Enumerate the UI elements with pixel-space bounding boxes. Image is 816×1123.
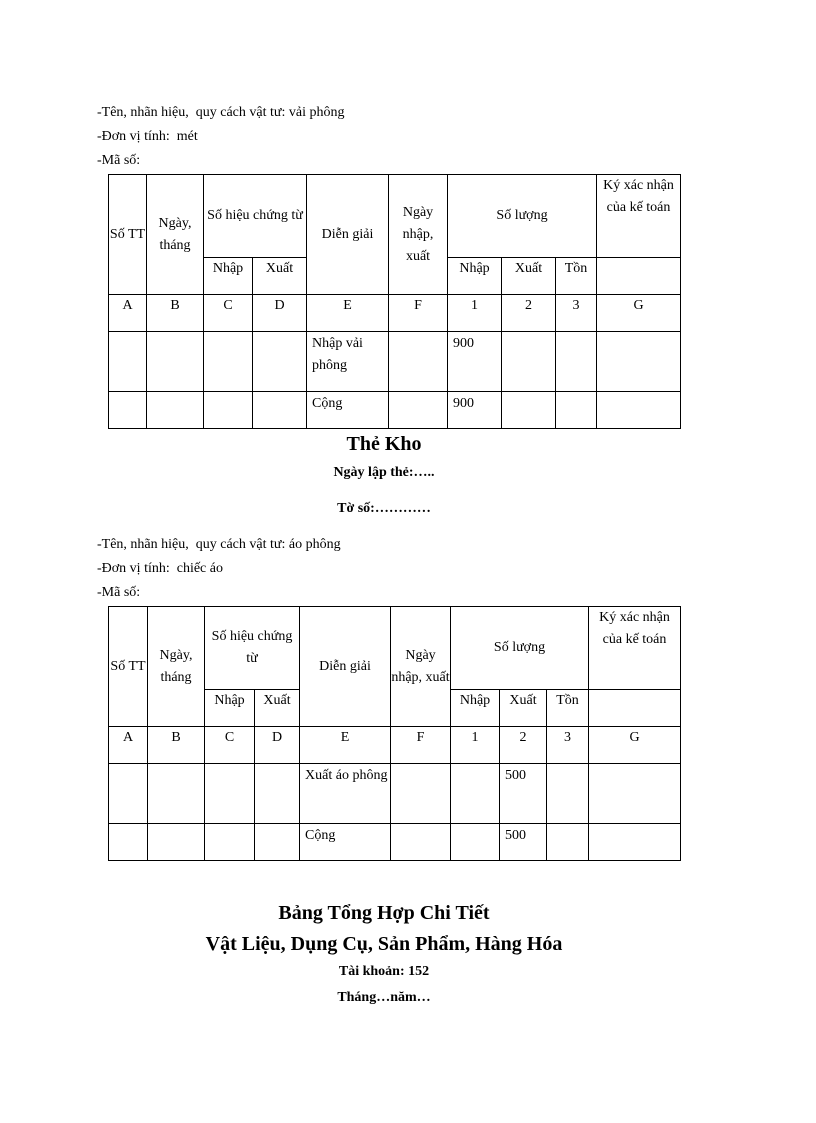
header-nhap-chung-tu: Nhập [204, 258, 253, 295]
letter-cell: 1 [451, 727, 500, 764]
header-empty-cell [597, 258, 681, 295]
header-ky-xac-nhan: Ký xác nhận của kế toán [589, 607, 681, 690]
header-nhap-chung-tu: Nhập [205, 690, 255, 727]
period-line: Tháng…năm… [337, 990, 431, 1005]
table-row [109, 824, 681, 861]
summary-subtitle: Vật Liệu, Dụng Cụ, Sản Phẩm, Hàng Hóa [205, 933, 563, 955]
sl-xuat-cell [502, 332, 556, 392]
header-xuat-chung-tu: Xuất [253, 258, 307, 295]
sl-xuat-cell: 500 [500, 764, 547, 824]
letter-cell: A [109, 727, 148, 764]
table-row [109, 392, 681, 429]
sl-nhap-cell: 900 [448, 392, 502, 429]
material-name-line: -Tên, nhãn hiệu, quy cách vật tư: áo phông [97, 537, 341, 552]
letter-cell: 3 [547, 727, 589, 764]
header-empty-cell [589, 690, 681, 727]
header-ky-xac-nhan: Ký xác nhận của kế toán [597, 175, 681, 258]
letter-cell: G [597, 295, 681, 332]
sl-nhap-cell [451, 764, 500, 824]
header-dien-giai: Diễn giải [300, 607, 391, 727]
header-sl-nhap: Nhập [448, 258, 502, 295]
dien-giai-cell: Xuất áo phông [300, 764, 391, 824]
letter-cell: 2 [502, 295, 556, 332]
letter-cell: 3 [556, 295, 597, 332]
code-line: -Mã số: [97, 153, 141, 168]
letter-cell: 1 [448, 295, 502, 332]
header-sl-xuat: Xuất [500, 690, 547, 727]
header-sl-xuat: Xuất [502, 258, 556, 295]
ngay-lap-the: Ngày lập thẻ:….. [333, 465, 435, 480]
dien-giai-cell: Cộng [307, 392, 389, 429]
summary-title: Bảng Tổng Hợp Chi Tiết [278, 902, 490, 924]
sl-xuat-cell: 500 [500, 824, 547, 861]
header-xuat-chung-tu: Xuất [255, 690, 300, 727]
header-so-tt: Số TT [109, 607, 148, 727]
account-line: Tài khoản: 152 [338, 964, 430, 979]
letter-cell: C [205, 727, 255, 764]
header-so-hieu-chung-tu: Số hiệu chứng từ [205, 607, 300, 690]
letter-cell: G [589, 727, 681, 764]
stock-card-table-2 [108, 606, 681, 861]
letter-cell: E [300, 727, 391, 764]
letter-cell: F [389, 295, 448, 332]
table-row [109, 764, 681, 824]
header-so-tt: Số TT [109, 175, 147, 295]
the-kho-title: Thẻ Kho [346, 433, 422, 455]
sl-nhap-cell [451, 824, 500, 861]
sl-xuat-cell [502, 392, 556, 429]
letter-cell: B [147, 295, 204, 332]
dien-giai-cell: Cộng [300, 824, 391, 861]
header-so-luong: Số lượng [451, 607, 589, 690]
letter-cell: E [307, 295, 389, 332]
unit-line: -Đơn vị tính: chiếc áo [97, 561, 223, 576]
header-sl-ton: Tồn [547, 690, 589, 727]
letter-cell: 2 [500, 727, 547, 764]
table-row [109, 332, 681, 392]
material-name-line: -Tên, nhãn hiệu, quy cách vật tư: vải phông [97, 105, 345, 120]
unit-line: -Đơn vị tính: mét [97, 129, 198, 144]
sl-nhap-cell: 900 [448, 332, 502, 392]
header-ngay-nhap-xuat: Ngày nhập, xuất [391, 607, 451, 727]
header-ngay-thang: Ngày, tháng [147, 175, 204, 295]
letter-cell: D [255, 727, 300, 764]
header-dien-giai: Diễn giải [307, 175, 389, 295]
code-line: -Mã số: [97, 585, 141, 600]
letter-cell: C [204, 295, 253, 332]
stock-card-table-1 [108, 174, 681, 429]
header-sl-ton: Tồn [556, 258, 597, 295]
letter-cell: D [253, 295, 307, 332]
to-so: Tờ số:………… [337, 501, 431, 516]
header-so-luong: Số lượng [448, 175, 597, 258]
letter-cell: A [109, 295, 147, 332]
header-so-hieu-chung-tu: Số hiệu chứng từ [204, 175, 307, 258]
header-ngay-thang: Ngày, tháng [148, 607, 205, 727]
letter-cell: B [148, 727, 205, 764]
header-sl-nhap: Nhập [451, 690, 500, 727]
header-ngay-nhap-xuat: Ngày nhập, xuất [389, 175, 448, 295]
letter-cell: F [391, 727, 451, 764]
dien-giai-cell: Nhập vải phông [307, 332, 389, 392]
